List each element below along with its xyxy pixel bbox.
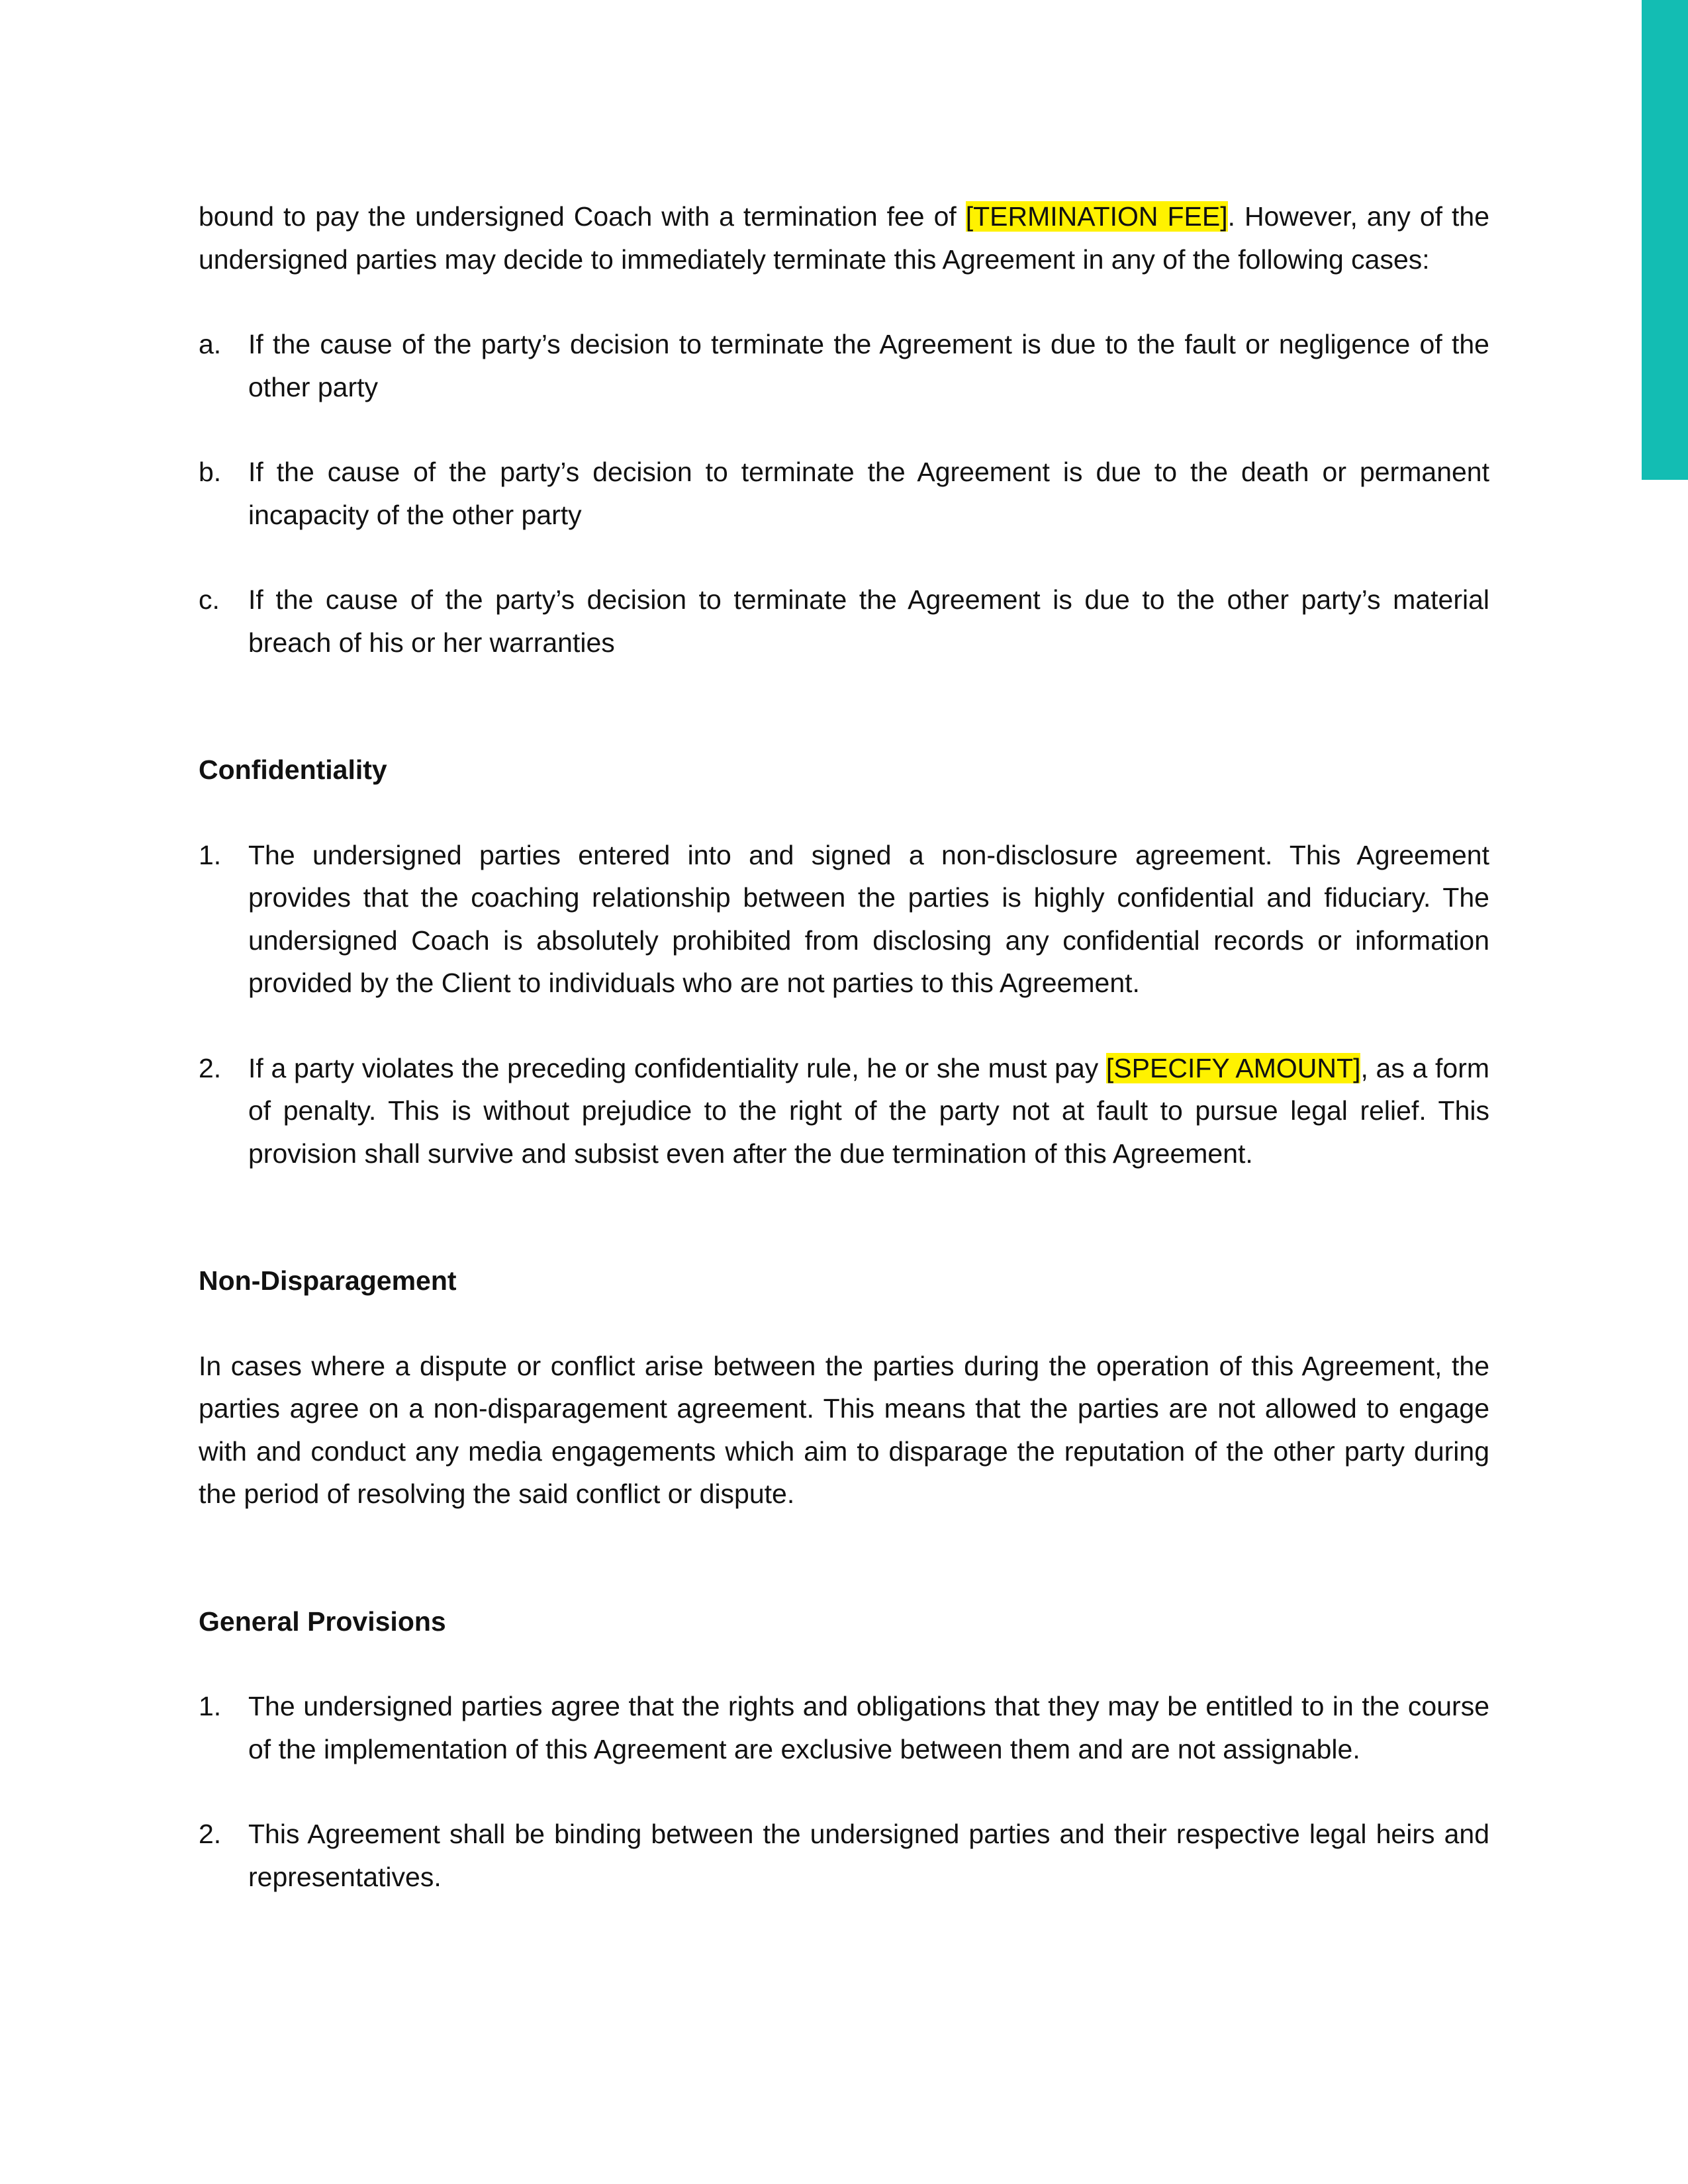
- termination-case-a: [199, 323, 1489, 408]
- specify-amount-placeholder: [SPECIFY AMOUNT]: [1105, 1052, 1361, 1083]
- intro-paragraph: bound to pay the undersigned Coach with a termination fee of [TERMINATION FEE]. However, any of the undersigned parties may decide to immediately terminate this Agreement in any of the following cases:: [199, 201, 1489, 275]
- list-item-text: The undersigned parties entered into and signed a non-disclosure agreement. This Agreement provides that the coaching relationship between the parties is highly confidential and fiduciary. The undersigned Coach is absolutely prohibited from disclosing any confidential records or information provided by the Client to individuals who are not parties to this Agreement.: [248, 839, 1489, 998]
- list-item-text: If the cause of the party’s decision to terminate the Agreement is due to the fault or negligence of the other party: [248, 329, 1489, 402]
- list-marker: 2.: [199, 1819, 222, 1849]
- confidentiality-item-1: [199, 834, 1489, 1005]
- side-accent-bar: [1642, 0, 1688, 480]
- list-item-text: This Agreement shall be binding between the undersigned parties and their respective legal heirs and representatives.: [248, 1819, 1489, 1892]
- list-item-text: If a party violates the preceding confidentiality rule, he or she must pay [SPECIFY AMOUNT], as a form of penalty. This is without prejudice to the right of the party not at fault to pursue legal relief. This provision shall survive and subsist even after the due termination of this Agreement.: [248, 1052, 1489, 1169]
- list-marker: 2.: [199, 1052, 222, 1083]
- list-marker: b.: [199, 457, 222, 487]
- confidentiality-item-2: [199, 1047, 1489, 1175]
- list-marker: a.: [199, 329, 222, 359]
- confidentiality-heading: Confidentiality: [199, 754, 387, 785]
- general-provisions-heading: General Provisions: [199, 1606, 446, 1637]
- termination-case-c: [199, 578, 1489, 664]
- termination-fee-placeholder: [TERMINATION FEE]: [965, 201, 1228, 232]
- list-marker: 1.: [199, 1691, 222, 1721]
- list-item-text: If the cause of the party’s decision to terminate the Agreement is due to the death or permanent incapacity of the other party: [248, 457, 1489, 530]
- general-provision-1: [199, 1685, 1489, 1770]
- list-marker: c.: [199, 584, 220, 615]
- list-item-text: If the cause of the party’s decision to terminate the Agreement is due to the other party’s material breach of his or her warranties: [248, 584, 1489, 658]
- document-page: [199, 195, 1489, 1898]
- list-marker: 1.: [199, 839, 222, 870]
- termination-case-b: [199, 451, 1489, 536]
- list-item-text: The undersigned parties agree that the rights and obligations that they may be entitled to in the course of the implementation of this Agreement are exclusive between them and are not assignable.: [248, 1691, 1489, 1764]
- general-provision-2: [199, 1813, 1489, 1898]
- non-disparagement-heading: Non-Disparagement: [199, 1265, 457, 1296]
- non-disparagement-paragraph: In cases where a dispute or conflict arise between the parties during the operation of this Agreement, the parties agree on a non-disparagement agreement. This means that the parties are not allowed to engage with and conduct any media engagements which aim to disparage the reputation of the other party during the period of resolving the said conflict or dispute.: [199, 1350, 1489, 1509]
